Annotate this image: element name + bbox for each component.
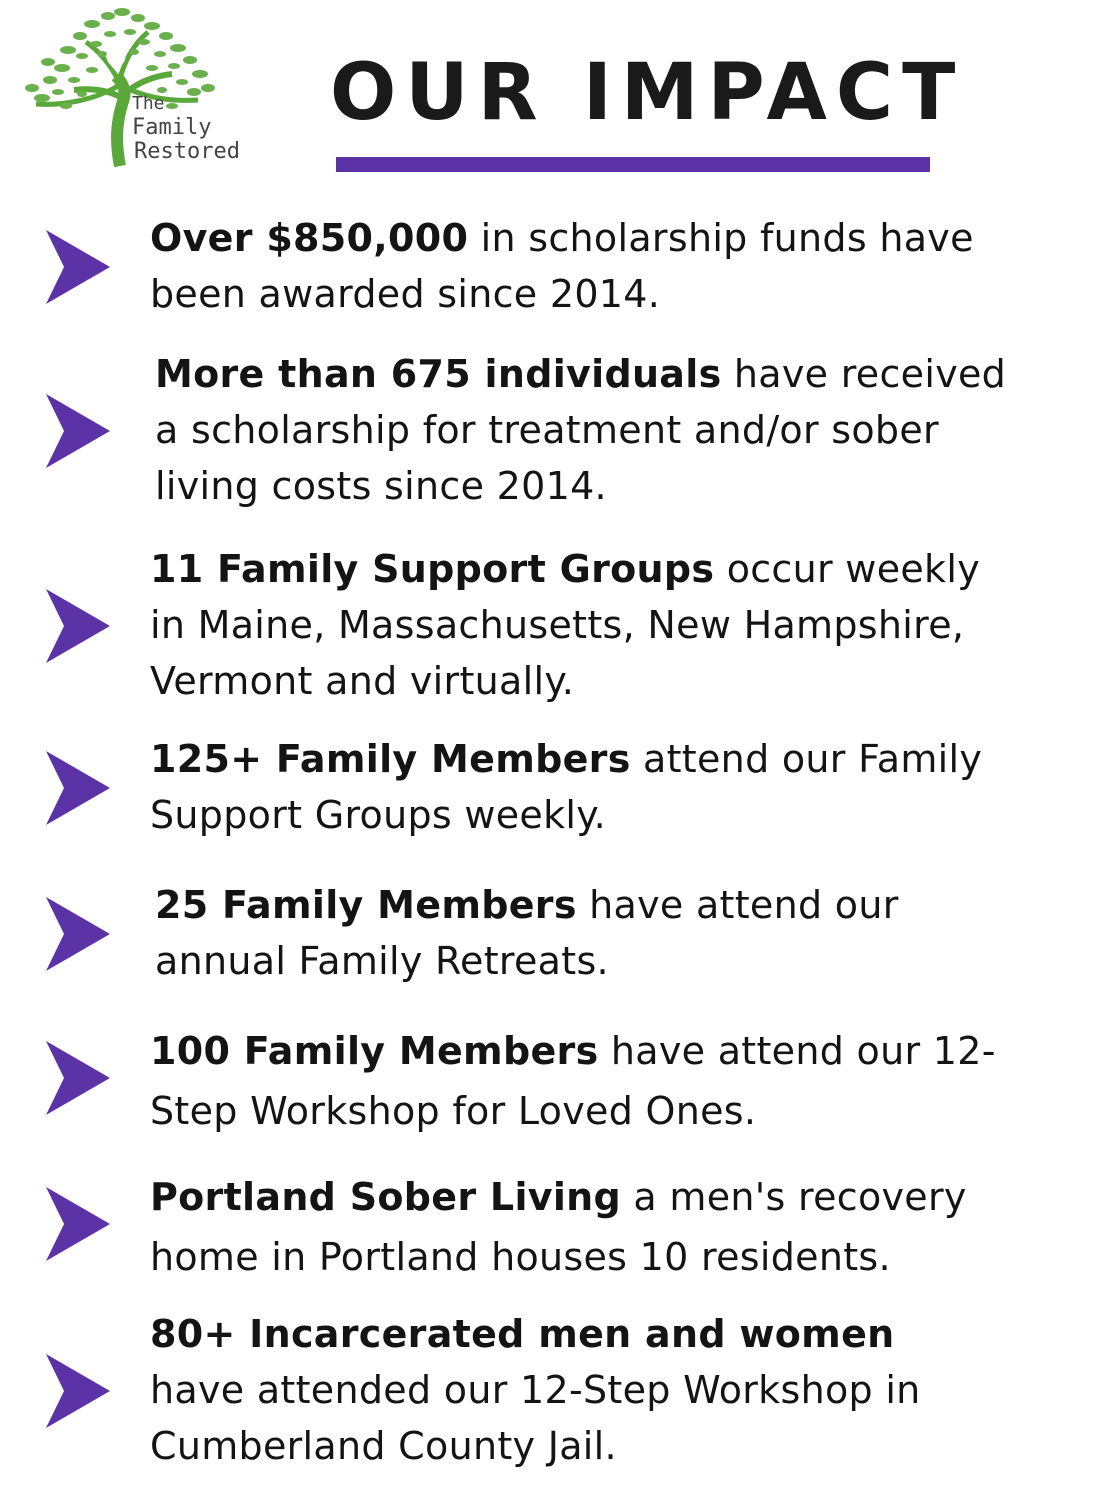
impact-text: annual Family Retreats. <box>155 939 609 983</box>
impact-text: have received <box>721 352 1007 396</box>
impact-highlight: Over $850,000 <box>150 216 469 260</box>
impact-text: Support Groups weekly. <box>150 793 607 837</box>
impact-text: been awarded since 2014. <box>150 272 661 316</box>
impact-highlight: 11 Family Support Groups <box>150 547 715 591</box>
chevron-right-icon <box>46 230 110 304</box>
impact-text: have attend our <box>576 883 899 927</box>
logo-wordmark <box>130 92 240 164</box>
impact-text: in Maine, Massachusetts, New Hampshire, <box>150 603 965 647</box>
chevron-right-icon <box>46 1354 110 1428</box>
impact-highlight: 100 Family Members <box>150 1029 599 1073</box>
impact-highlight: Portland Sober Living <box>150 1175 622 1219</box>
logo-line: Family <box>132 115 212 140</box>
impact-text: living costs since 2014. <box>155 464 607 508</box>
impact-highlight: 80+ Incarcerated men and women <box>150 1312 895 1356</box>
impact-text: a men's recovery <box>621 1175 967 1219</box>
impact-highlight: 125+ Family Members <box>150 737 631 781</box>
logo-line: The <box>132 93 165 114</box>
impact-text: in scholarship funds have <box>468 216 974 260</box>
chevron-right-icon <box>46 897 110 971</box>
impact-text: have attend our 12- <box>598 1029 996 1073</box>
chevron-right-icon <box>46 1187 110 1261</box>
chevron-right-icon <box>46 394 110 468</box>
impact-text: Vermont and virtually. <box>150 659 575 703</box>
chevron-right-icon <box>46 589 110 663</box>
impact-text: a scholarship for treatment and/or sober <box>155 408 939 452</box>
logo-line: Restored <box>134 139 240 164</box>
chevron-right-icon <box>46 751 110 825</box>
title-underline <box>336 157 930 172</box>
page-title: OUR IMPACT <box>330 48 965 138</box>
impact-text: home in Portland houses 10 residents. <box>150 1235 891 1279</box>
impact-text: occur weekly <box>714 547 981 591</box>
impact-text: attend our Family <box>630 737 983 781</box>
impact-highlight: 25 Family Members <box>155 883 577 927</box>
impact-highlight: More than 675 individuals <box>155 352 722 396</box>
impact-text: Cumberland County Jail. <box>150 1424 617 1468</box>
impact-text: have attended our 12-Step Workshop in <box>150 1368 921 1412</box>
impact-text: Step Workshop for Loved Ones. <box>150 1089 757 1133</box>
family-restored-logo <box>22 6 282 168</box>
chevron-right-icon <box>46 1041 110 1115</box>
